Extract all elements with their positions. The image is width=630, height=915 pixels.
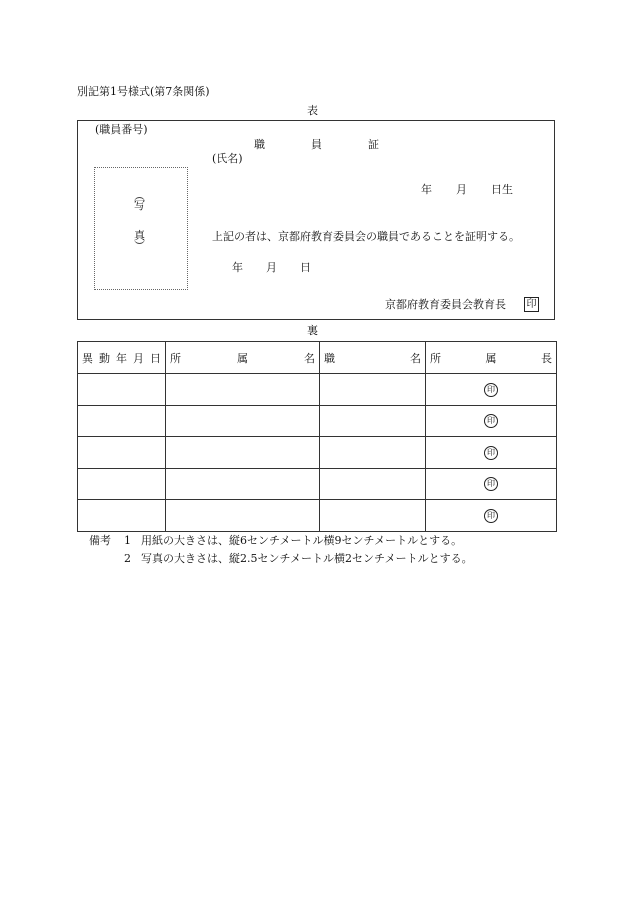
issue-year: 年: [232, 261, 243, 274]
certification-text: 上記の者は、京都府教育委員会の職員であることを証明する。: [212, 230, 520, 243]
notes-label: 備考: [89, 534, 111, 547]
staff-number-label: (職員番号): [95, 123, 148, 136]
card-title-char-1: 職: [254, 138, 265, 151]
photo-char-1: 写: [134, 199, 145, 212]
seal-mark: 印: [484, 509, 498, 523]
table-row: [78, 405, 557, 437]
header-affiliation-head: 所 属 長: [426, 342, 557, 374]
header-affiliation: 所 属 名: [166, 342, 320, 374]
seal-mark: 印: [484, 477, 498, 491]
header-position: 職 名: [320, 342, 426, 374]
issue-month: 月: [266, 261, 277, 274]
issuer-name: 京都府教育委員会教育長: [385, 298, 506, 311]
table-row: [78, 374, 557, 406]
form-title: 別記第1号様式(第7条関係): [77, 85, 210, 98]
table-row: [78, 500, 557, 532]
card-title-char-2: 員: [311, 138, 322, 151]
note-2-number: 2: [124, 552, 131, 565]
transfer-history-table: [77, 341, 557, 532]
note-1-number: 1: [124, 534, 131, 547]
front-side-label: 表: [307, 104, 318, 117]
note-1-text: 用紙の大きさは、縦6センチメートル横9センチメートルとする。: [141, 534, 463, 547]
photo-char-2: 真: [134, 229, 145, 242]
seal-mark: 印: [484, 414, 498, 428]
card-title-char-3: 証: [368, 138, 379, 151]
seal-mark: 印: [484, 383, 498, 397]
name-label: (氏名): [212, 152, 243, 165]
seal-mark: 印: [484, 446, 498, 460]
table-row: [78, 437, 557, 469]
issuer-seal: 印: [524, 297, 539, 312]
birth-day: 日生: [491, 183, 513, 196]
back-side-label: 裏: [307, 324, 318, 337]
issue-day: 日: [300, 261, 311, 274]
note-2-text: 写真の大きさは、縦2.5センチメートル横2センチメートルとする。: [141, 552, 473, 565]
table-row: [78, 468, 557, 500]
birth-month: 月: [456, 183, 467, 196]
header-transfer-date: 異 動 年 月 日: [78, 342, 166, 374]
birth-year: 年: [421, 183, 432, 196]
table-header-row: [78, 342, 557, 374]
